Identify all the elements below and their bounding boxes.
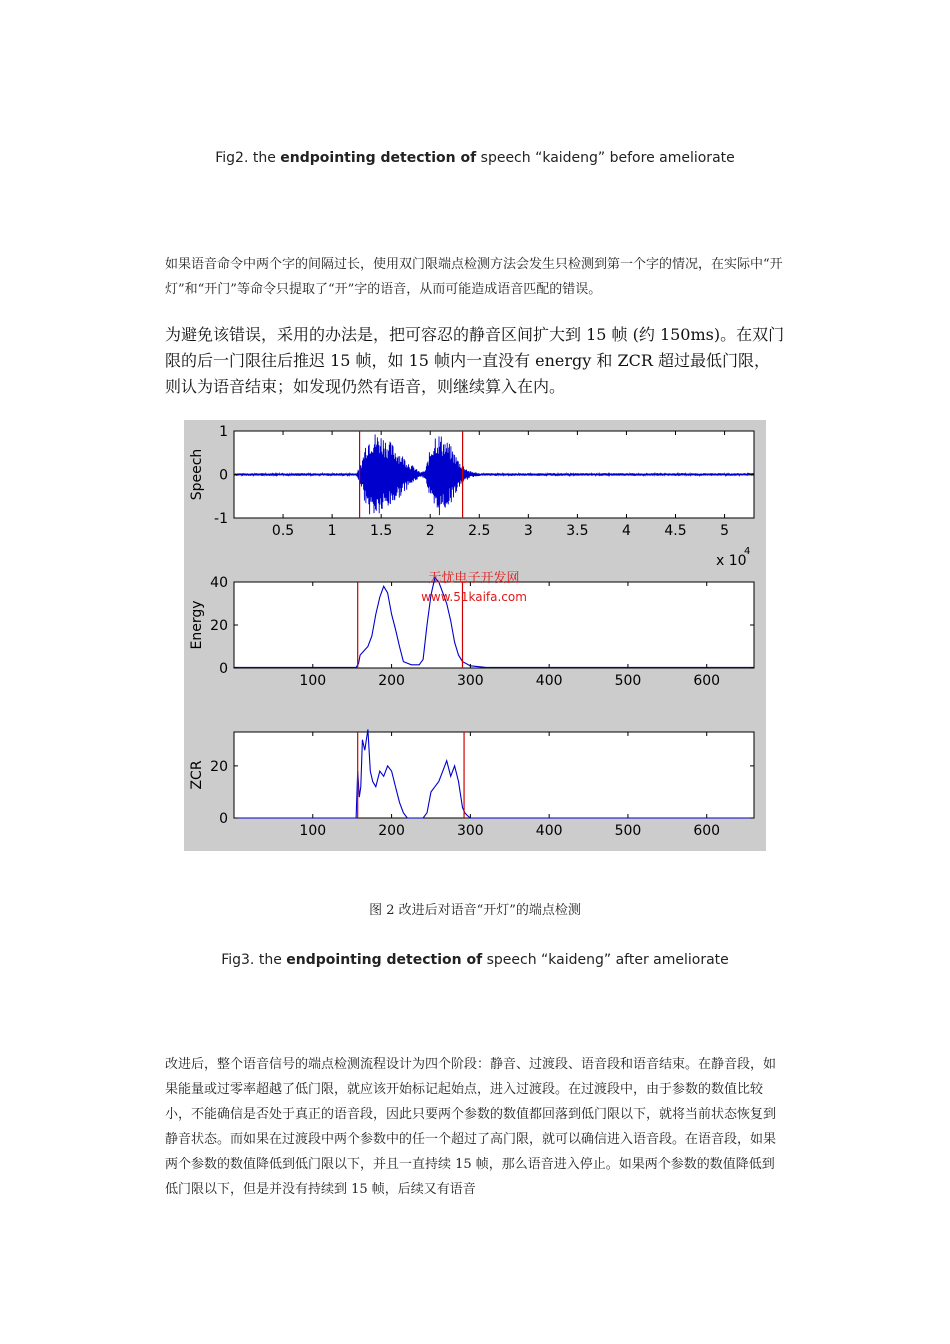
x-tick-label: 3 [523,523,533,539]
paragraph-1: 如果语音命令中两个字的间隔过长，使用双门限端点检测方法会发生只检测到第一个字的情况，在实际中“开灯”和“开门”等命令只提取了“开”字的语音，从而可能造成语音匹配的错误。 [165,257,783,297]
y-axis-label: Speech [189,448,205,501]
paragraph-2: 为避免该错误，采用的办法是，把可容忍的静音区间扩大到 15 帧 (约 150ms)。在双门限的后一门限往后推迟 15 帧，如 15 帧内一直没有 energy 和 ZCR 超过最低门限，则认为语音结束；如发现仍然有语音，则继续算入在内。 [165,325,785,396]
y-tick-label: 1 [219,424,228,440]
caption-bold: endpointing detection of [280,150,477,166]
figure-caption-bottom [0,952,950,968]
y-tick-label: 0 [219,811,228,827]
watermark-line-2: www.51kaifa.com [421,590,527,604]
x-axis-multiplier: x 10 [716,553,747,569]
y-tick-label: 0 [219,467,228,484]
x-tick-label: 1 [327,523,337,539]
x-tick-label: 5 [720,523,730,539]
x-tick-label: 100 [299,823,327,839]
y-tick-label: 20 [210,618,228,634]
y-axis-label: Energy [189,600,205,650]
x-tick-label: 300 [456,823,484,839]
x-tick-label: 500 [614,823,642,839]
x-tick-label: 100 [299,673,327,689]
figure-caption-top [0,150,950,166]
x-axis-multiplier-exponent: 4 [744,546,751,557]
caption-prefix: Fig2. the [215,150,281,166]
endpoint-detection-figure [184,420,766,851]
x-tick-label: 400 [535,673,563,689]
x-tick-label: 500 [614,673,642,689]
x-tick-label: 4 [621,523,631,539]
y-tick-label: 20 [210,758,228,775]
caption-bold: endpointing detection of [286,952,483,968]
plot-area [234,732,754,818]
x-tick-label: 2.5 [468,523,491,539]
watermark-line-1: 无忧电子开发网 [428,571,520,586]
y-tick-label: -1 [214,511,228,527]
x-tick-label: 200 [378,823,405,839]
x-tick-label: 1.5 [370,523,393,539]
x-tick-label: 300 [456,673,484,689]
y-tick-label: 40 [210,575,228,591]
x-tick-label: 4.5 [664,523,687,539]
x-tick-label: 0.5 [271,523,295,539]
caption-prefix: Fig3. the [221,952,287,968]
caption-suffix: speech “kaideng” before ameliorate [476,150,735,166]
x-tick-label: 600 [693,823,721,839]
x-tick-label: 600 [693,673,721,689]
y-axis-label: ZCR [189,760,205,790]
x-tick-label: 200 [378,673,405,689]
x-tick-label: 2 [425,523,435,539]
y-tick-label: 0 [219,661,228,677]
x-tick-label: 3.5 [566,523,589,539]
caption-suffix: speech “kaideng” after ameliorate [482,952,729,968]
paragraph-3: 改进后，整个语音信号的端点检测流程设计为四个阶段：静音、过渡段、语音段和语音结束。在静音段，如果能量或过零率超越了低门限，就应该开始标记起始点，进入过渡段。在过渡段中，由于参数的数值比较小，不能确信是否处于真正的语音段，因此只要两个参数的数值都回落到低门限以下，就将当前状态恢复到静音状态。而如果在过渡段中两个参数中的任一个超过了高门限，就可以确信进入语音段。在语音段，如果两个参数的数值降低到低门限以下，并且一直持续 15 帧，那么语音进入停止。如果两个参数的数值降低到低门限以下，但是并没有持续到 15 帧，后续又有语音 [165,1057,777,1197]
figure-caption-chinese: 图 2 改进后对语音“开灯”的端点检测 [369,903,581,918]
x-tick-label: 400 [535,823,563,839]
